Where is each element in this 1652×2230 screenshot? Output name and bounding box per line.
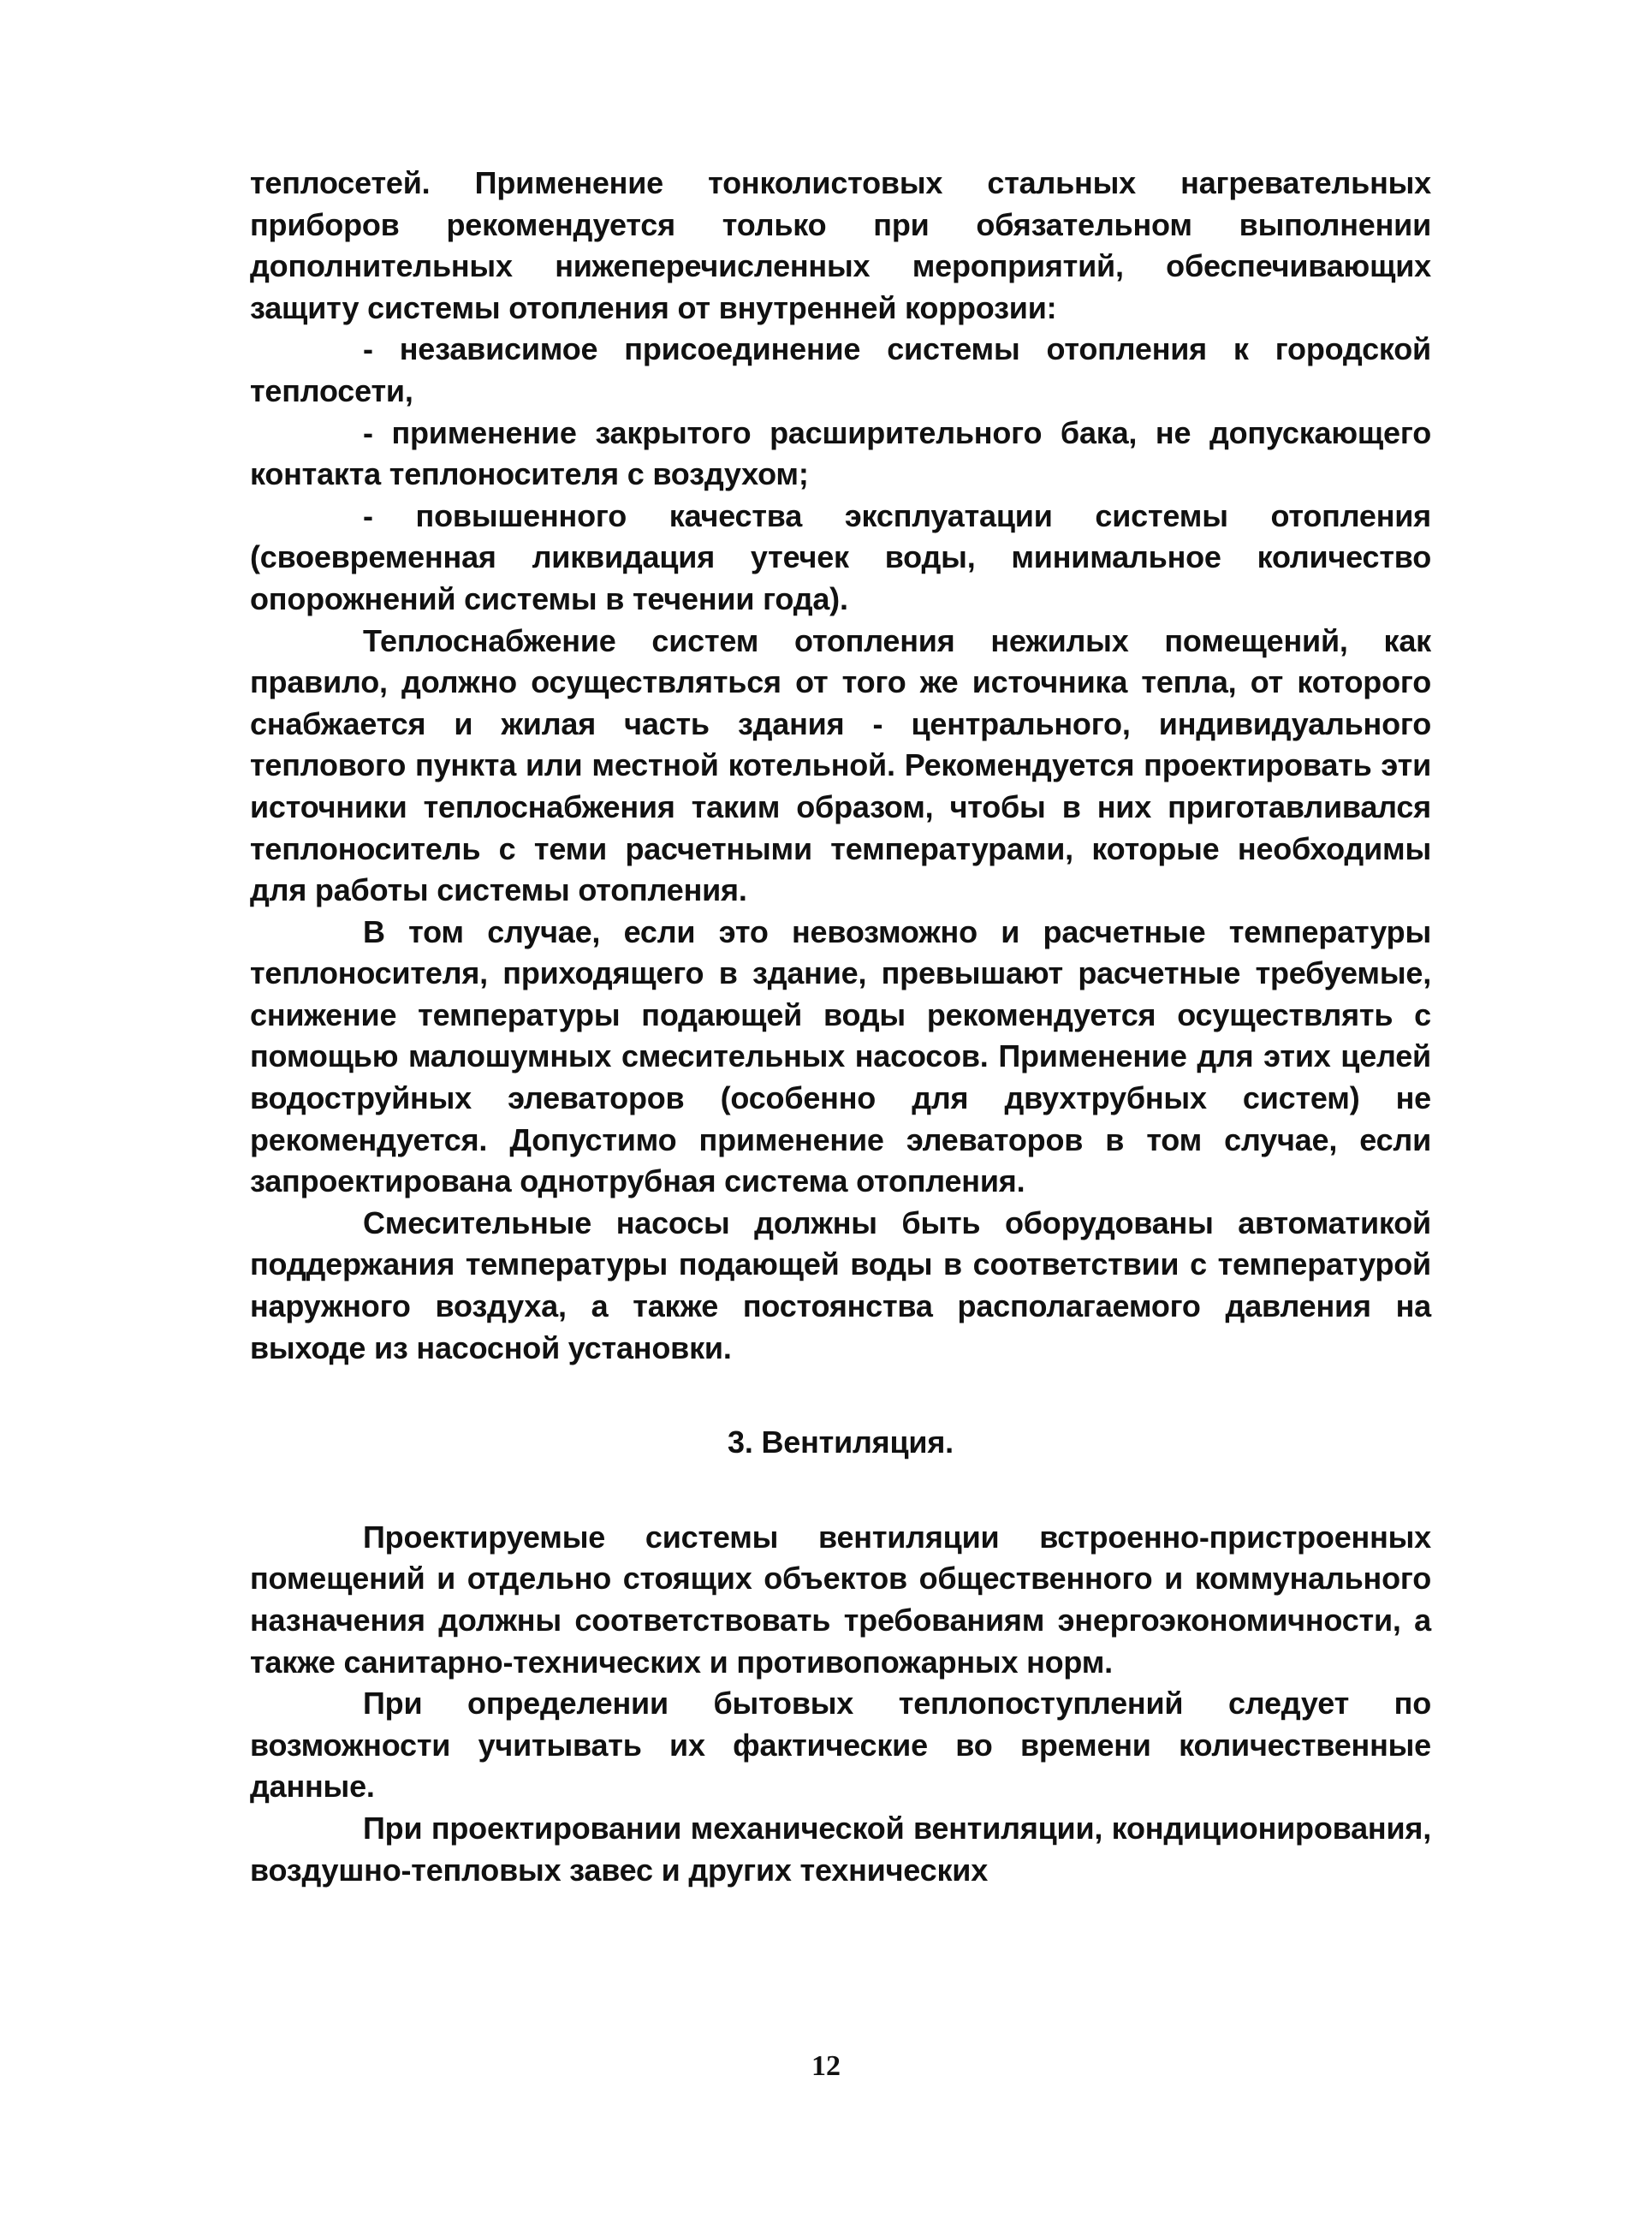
paragraph-ventilation-systems: Проектируемые системы вентиляции встроенно-пристроенных помещений и отдельно стоящих объектов общественного и коммунального назначения должны соответствовать требованиям энергоэкономичности, а также санитарно-технических и противопожарных норм. — [250, 1519, 1431, 1680]
paragraph-heat-gains: При определении бытовых теплопоступлений следует по возможности учитывать их фактические во времени количественные данные. — [250, 1686, 1431, 1805]
paragraph-continuation: теплосетей. Применение тонколистовых стальных нагревательных приборов рекомендуется только при обязательном выполнении дополнительных нижеперечисленных мероприятий, обеспечивающих защиту системы отопления от внутренней коррозии: — [250, 165, 1431, 325]
list-item-closed-tank: - применение закрытого расширительного бака, не допускающего контакта теплоносителя с воздухом; — [250, 414, 1431, 492]
paragraph-pump-automation: Смесительные насосы должны быть оборудованы автоматикой поддержания температуры подающей воды в соответствии с температурой наружного воздуха, а также постоянства располагаемого давления на выходе из насосной установки. — [250, 1204, 1431, 1365]
body-text — [250, 163, 1431, 1891]
section-heading: 3. Вентиляция. — [728, 1424, 954, 1460]
paragraph-mechanical-ventilation: При проектировании механической вентиляции, кондиционирования, воздушно-тепловых завес и других технических — [250, 1810, 1431, 1888]
list-item-operation-quality: - повышенного качества эксплуатации системы отопления (своевременная ликвидация утечек воды, минимальное количество опорожнений системы в течении года). — [250, 497, 1431, 616]
paragraph-mixing-pumps: В том случае, если это невозможно и расчетные температуры теплоносителя, приходящего в здание, превышают расчетные требуемые, снижение температуры подающей воды рекомендуется осуществлять с помощью малошумных смесительных насосов. Применение для этих целей водоструйных элеваторов (особенно для двухтрубных систем) не рекомендуется. Допустимо применение элеваторов в том случае, если запроектирована однотрубная система отопления. — [250, 913, 1431, 1199]
page-number: 12 — [811, 2050, 841, 2082]
paragraph-heat-supply: Теплоснабжение систем отопления нежилых помещений, как правило, должно осуществляться от того же источника тепла, от которого снабжается и жилая часть здания - центрального, индивидуального теплового пункта или местной котельной. Рекомендуется проектировать эти источники теплоснабжения таким образом, чтобы в них приготавливался теплоноситель с теми расчетными температурами, которые необходимы для работы системы отопления. — [250, 622, 1431, 908]
list-item-independent-connection: - независимое присоединение системы отопления к городской теплосети, — [250, 331, 1431, 408]
